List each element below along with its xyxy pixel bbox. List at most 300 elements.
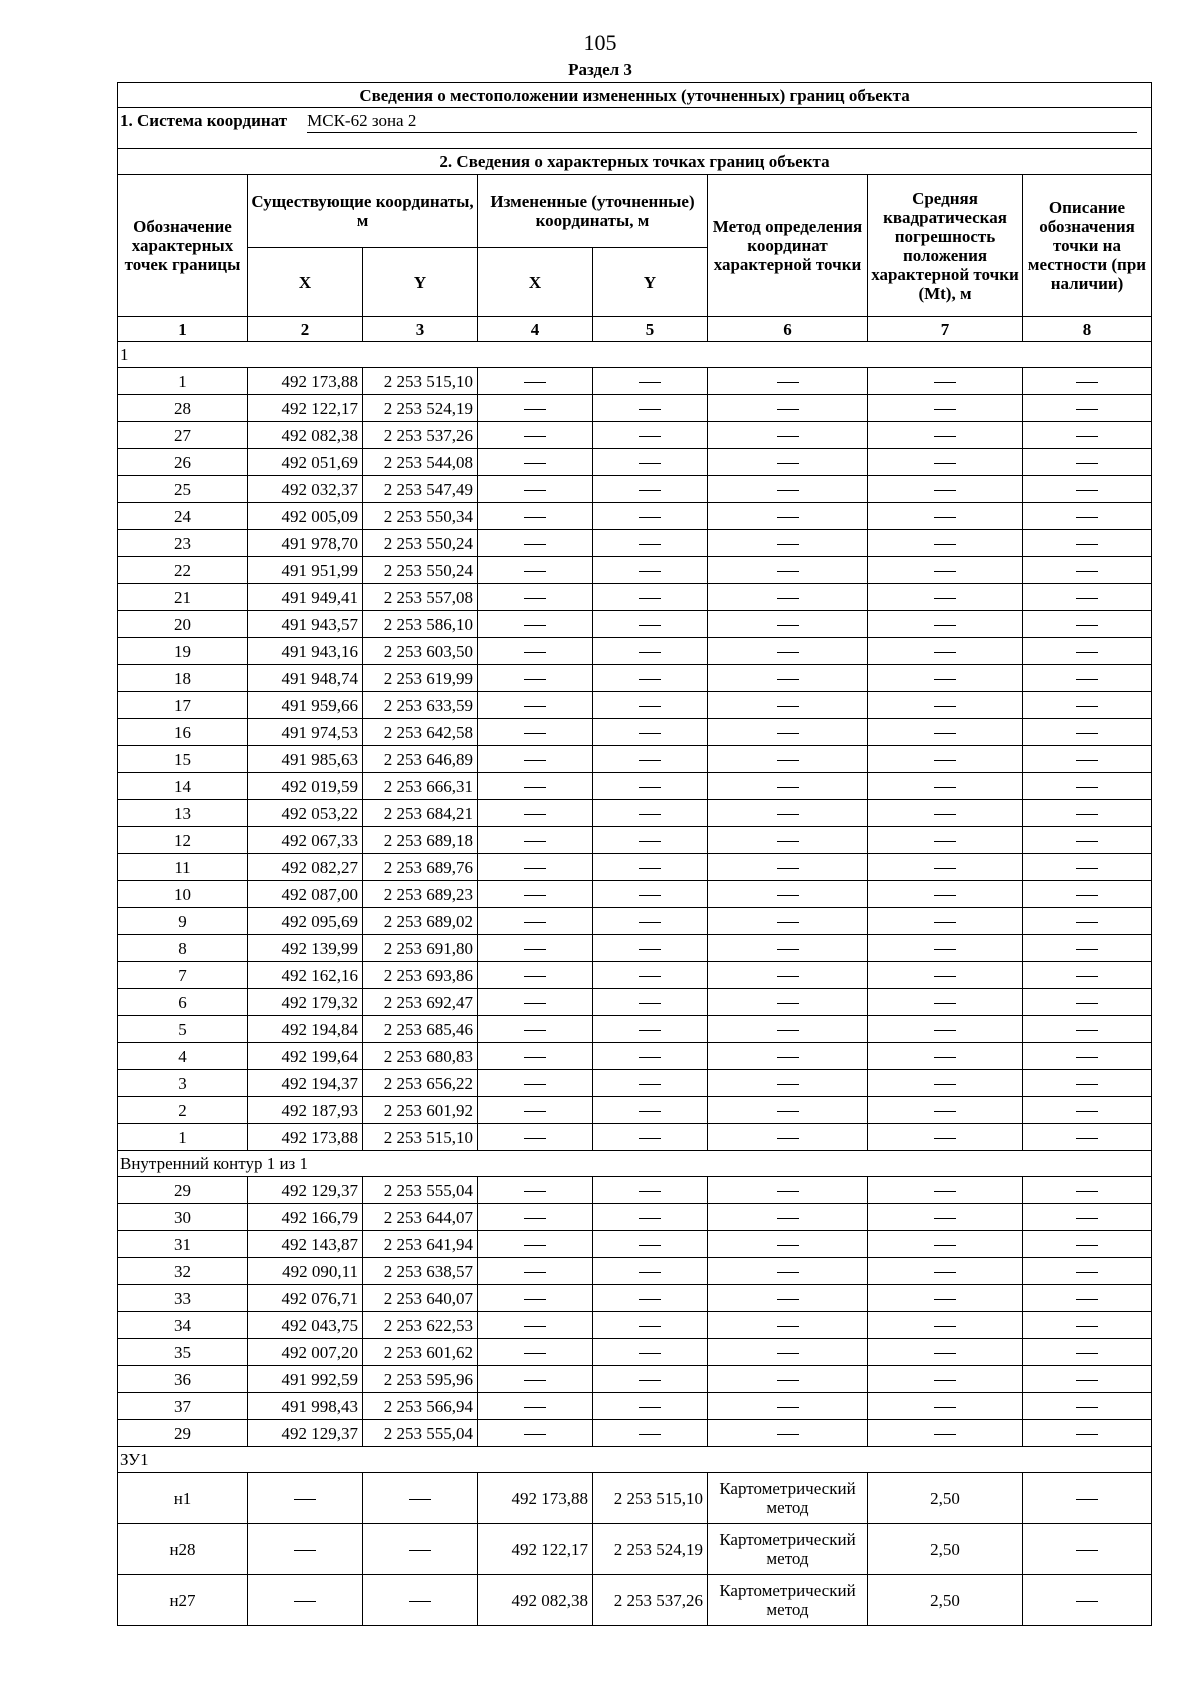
empty-cell — [478, 1258, 593, 1285]
dash-mark — [1076, 706, 1098, 707]
dash-mark — [1076, 1003, 1098, 1004]
dash-mark — [777, 868, 799, 869]
dash-mark — [777, 652, 799, 653]
existing-y: 2 253 619,99 — [363, 665, 478, 692]
dash-mark — [934, 1272, 956, 1273]
empty-cell — [708, 854, 868, 881]
empty-cell — [868, 692, 1023, 719]
existing-y: 2 253 601,62 — [363, 1339, 478, 1366]
empty-cell — [1023, 1258, 1152, 1285]
empty-cell — [593, 584, 708, 611]
dash-mark — [639, 652, 661, 653]
empty-cell — [1023, 422, 1152, 449]
header-changed-y: Y — [593, 248, 708, 317]
empty-cell — [478, 368, 593, 395]
points-section-title: 2. Сведения о характерных точках границ объекта — [118, 149, 1152, 175]
dash-mark — [934, 1380, 956, 1381]
dash-mark — [777, 1272, 799, 1273]
dash-mark — [294, 1601, 316, 1602]
empty-cell — [478, 935, 593, 962]
existing-y: 2 253 601,92 — [363, 1097, 478, 1124]
existing-y: 2 253 689,18 — [363, 827, 478, 854]
empty-cell — [478, 1097, 593, 1124]
point-designation: 26 — [118, 449, 248, 476]
point-designation: н27 — [118, 1575, 248, 1626]
existing-y: 2 253 550,24 — [363, 557, 478, 584]
point-designation: 8 — [118, 935, 248, 962]
empty-cell — [1023, 1124, 1152, 1151]
empty-cell — [1023, 395, 1152, 422]
existing-y: 2 253 689,23 — [363, 881, 478, 908]
dash-mark — [639, 976, 661, 977]
dash-mark — [934, 1353, 956, 1354]
dash-mark — [934, 544, 956, 545]
column-number: 4 — [478, 317, 593, 342]
existing-y: 2 253 515,10 — [363, 368, 478, 395]
empty-cell — [868, 962, 1023, 989]
dash-mark — [524, 1434, 546, 1435]
column-number: 6 — [708, 317, 868, 342]
existing-x: 492 095,69 — [248, 908, 363, 935]
dash-mark — [524, 787, 546, 788]
empty-cell — [708, 449, 868, 476]
existing-y: 2 253 685,46 — [363, 1016, 478, 1043]
empty-cell — [1023, 449, 1152, 476]
dash-mark — [524, 1111, 546, 1112]
empty-cell — [708, 557, 868, 584]
table-row — [118, 1312, 1152, 1339]
dash-mark — [639, 571, 661, 572]
existing-x: 492 051,69 — [248, 449, 363, 476]
dash-mark — [1076, 949, 1098, 950]
point-designation: 1 — [118, 368, 248, 395]
empty-cell — [478, 557, 593, 584]
point-designation: 29 — [118, 1177, 248, 1204]
empty-cell — [478, 395, 593, 422]
empty-cell — [708, 719, 868, 746]
empty-cell — [1023, 1097, 1152, 1124]
table-row — [118, 1339, 1152, 1366]
existing-y: 2 253 693,86 — [363, 962, 478, 989]
mean-error: 2,50 — [868, 1524, 1023, 1575]
empty-cell — [1023, 719, 1152, 746]
empty-cell — [478, 989, 593, 1016]
dash-mark — [1076, 517, 1098, 518]
point-designation: н1 — [118, 1473, 248, 1524]
empty-cell — [593, 1231, 708, 1258]
dash-mark — [1076, 787, 1098, 788]
dash-mark — [934, 382, 956, 383]
existing-x: 492 053,22 — [248, 800, 363, 827]
table-row — [118, 476, 1152, 503]
dash-mark — [639, 679, 661, 680]
empty-cell — [708, 827, 868, 854]
existing-x: 491 992,59 — [248, 1366, 363, 1393]
empty-cell — [868, 638, 1023, 665]
empty-cell — [593, 692, 708, 719]
empty-cell — [1023, 908, 1152, 935]
dash-mark — [524, 1218, 546, 1219]
empty-cell — [478, 719, 593, 746]
empty-cell — [593, 368, 708, 395]
dash-mark — [777, 1380, 799, 1381]
empty-cell — [708, 584, 868, 611]
dash-mark — [1076, 1191, 1098, 1192]
dash-mark — [524, 409, 546, 410]
existing-y: 2 253 537,26 — [363, 422, 478, 449]
dash-mark — [777, 1138, 799, 1139]
table-row — [118, 719, 1152, 746]
empty-cell — [478, 962, 593, 989]
empty-cell — [593, 773, 708, 800]
existing-y: 2 253 566,94 — [363, 1393, 478, 1420]
dash-mark — [1076, 1550, 1098, 1551]
empty-cell — [1023, 368, 1152, 395]
point-designation: 20 — [118, 611, 248, 638]
empty-cell — [868, 530, 1023, 557]
point-designation: 13 — [118, 800, 248, 827]
point-designation: 28 — [118, 395, 248, 422]
dash-mark — [1076, 463, 1098, 464]
coordinate-system-label: 1. Система координат — [120, 111, 288, 130]
empty-cell — [868, 1016, 1023, 1043]
existing-x: 492 194,84 — [248, 1016, 363, 1043]
existing-y: 2 253 644,07 — [363, 1204, 478, 1231]
dash-mark — [639, 1030, 661, 1031]
dash-mark — [639, 733, 661, 734]
empty-cell — [868, 1097, 1023, 1124]
existing-x: 491 948,74 — [248, 665, 363, 692]
dash-mark — [934, 409, 956, 410]
table-row — [118, 1231, 1152, 1258]
dash-mark — [934, 1084, 956, 1085]
dash-mark — [934, 1191, 956, 1192]
empty-cell — [593, 989, 708, 1016]
method: Картометрический метод — [708, 1524, 868, 1575]
contour-group-row — [118, 1447, 1152, 1473]
dash-mark — [777, 1245, 799, 1246]
empty-cell — [868, 1043, 1023, 1070]
empty-cell — [868, 1339, 1023, 1366]
existing-x: 492 166,79 — [248, 1204, 363, 1231]
dash-mark — [777, 1084, 799, 1085]
dash-mark — [524, 1407, 546, 1408]
dash-mark — [1076, 1030, 1098, 1031]
existing-x: 491 974,53 — [248, 719, 363, 746]
dash-mark — [524, 1057, 546, 1058]
table-row — [118, 368, 1152, 395]
empty-cell — [868, 395, 1023, 422]
dash-mark — [777, 544, 799, 545]
dash-mark — [1076, 1407, 1098, 1408]
dash-mark — [777, 1299, 799, 1300]
dash-mark — [777, 1191, 799, 1192]
empty-cell — [1023, 557, 1152, 584]
empty-cell — [1023, 881, 1152, 908]
changed-y: 2 253 537,26 — [593, 1575, 708, 1626]
dash-mark — [777, 895, 799, 896]
dash-mark — [934, 706, 956, 707]
empty-cell — [1023, 638, 1152, 665]
contour-label: Внутренний контур 1 из 1 — [118, 1151, 1152, 1177]
empty-cell — [593, 638, 708, 665]
empty-cell — [478, 1016, 593, 1043]
existing-x: 491 978,70 — [248, 530, 363, 557]
empty-cell — [708, 1231, 868, 1258]
dash-mark — [777, 598, 799, 599]
existing-x: 492 076,71 — [248, 1285, 363, 1312]
empty-cell — [868, 1285, 1023, 1312]
empty-cell — [868, 584, 1023, 611]
existing-y: 2 253 595,96 — [363, 1366, 478, 1393]
empty-cell — [1023, 773, 1152, 800]
table-row — [118, 800, 1152, 827]
existing-y: 2 253 689,76 — [363, 854, 478, 881]
dash-mark — [639, 814, 661, 815]
empty-cell — [478, 1312, 593, 1339]
dash-mark — [1076, 733, 1098, 734]
dash-mark — [639, 1407, 661, 1408]
empty-cell — [478, 881, 593, 908]
point-designation: 19 — [118, 638, 248, 665]
dash-mark — [524, 436, 546, 437]
existing-y: 2 253 622,53 — [363, 1312, 478, 1339]
dash-mark — [934, 1003, 956, 1004]
dash-mark — [934, 841, 956, 842]
dash-mark — [1076, 1434, 1098, 1435]
dash-mark — [639, 1003, 661, 1004]
dash-mark — [777, 1057, 799, 1058]
existing-y: 2 253 640,07 — [363, 1285, 478, 1312]
existing-y: 2 253 515,10 — [363, 1124, 478, 1151]
table-row — [118, 962, 1152, 989]
dash-mark — [1076, 1084, 1098, 1085]
point-designation: 2 — [118, 1097, 248, 1124]
changed-y: 2 253 524,19 — [593, 1524, 708, 1575]
dash-mark — [934, 517, 956, 518]
existing-x: 492 043,75 — [248, 1312, 363, 1339]
dash-mark — [524, 1003, 546, 1004]
dash-mark — [934, 1138, 956, 1139]
empty-cell — [1023, 1366, 1152, 1393]
empty-cell — [868, 1177, 1023, 1204]
existing-y: 2 253 550,24 — [363, 530, 478, 557]
table-row — [118, 692, 1152, 719]
dash-mark — [934, 1030, 956, 1031]
dash-mark — [777, 1407, 799, 1408]
empty-cell — [593, 1204, 708, 1231]
header-method: Метод определения координат характерной точки — [708, 175, 868, 317]
existing-x: 492 139,99 — [248, 935, 363, 962]
table-row — [118, 530, 1152, 557]
point-designation: 10 — [118, 881, 248, 908]
point-designation: 6 — [118, 989, 248, 1016]
empty-cell — [593, 1285, 708, 1312]
empty-cell — [1023, 800, 1152, 827]
empty-cell — [708, 395, 868, 422]
empty-cell — [593, 665, 708, 692]
table-row — [118, 503, 1152, 530]
empty-cell — [593, 962, 708, 989]
empty-cell — [363, 1524, 478, 1575]
point-designation: 15 — [118, 746, 248, 773]
empty-cell — [1023, 1231, 1152, 1258]
table-row — [118, 1177, 1152, 1204]
empty-cell — [593, 1124, 708, 1151]
dash-mark — [1076, 841, 1098, 842]
dash-mark — [934, 814, 956, 815]
dash-mark — [777, 1030, 799, 1031]
empty-cell — [868, 1070, 1023, 1097]
existing-x: 491 943,16 — [248, 638, 363, 665]
existing-y: 2 253 656,22 — [363, 1070, 478, 1097]
empty-cell — [593, 1312, 708, 1339]
existing-y: 2 253 555,04 — [363, 1420, 478, 1447]
dash-mark — [934, 436, 956, 437]
empty-cell — [708, 773, 868, 800]
point-designation: 18 — [118, 665, 248, 692]
table-row — [118, 1366, 1152, 1393]
point-designation: 22 — [118, 557, 248, 584]
dash-mark — [524, 1030, 546, 1031]
dash-mark — [1076, 895, 1098, 896]
dash-mark — [777, 922, 799, 923]
dash-mark — [934, 760, 956, 761]
empty-cell — [593, 827, 708, 854]
existing-x: 492 122,17 — [248, 395, 363, 422]
dash-mark — [777, 949, 799, 950]
dash-mark — [934, 652, 956, 653]
table-row — [118, 854, 1152, 881]
existing-x: 492 143,87 — [248, 1231, 363, 1258]
header-existing-y: Y — [363, 248, 478, 317]
empty-cell — [478, 1339, 593, 1366]
empty-cell — [363, 1575, 478, 1626]
existing-x: 491 985,63 — [248, 746, 363, 773]
dash-mark — [639, 1084, 661, 1085]
table-row — [118, 665, 1152, 692]
dash-mark — [524, 544, 546, 545]
empty-cell — [593, 449, 708, 476]
empty-cell — [593, 800, 708, 827]
point-designation: 11 — [118, 854, 248, 881]
empty-cell — [593, 557, 708, 584]
dash-mark — [639, 706, 661, 707]
empty-cell — [868, 719, 1023, 746]
empty-cell — [1023, 611, 1152, 638]
point-designation: 16 — [118, 719, 248, 746]
empty-cell — [593, 1070, 708, 1097]
existing-x: 492 129,37 — [248, 1177, 363, 1204]
method: Картометрический метод — [708, 1575, 868, 1626]
dash-mark — [777, 760, 799, 761]
dash-mark — [934, 922, 956, 923]
existing-x: 492 082,27 — [248, 854, 363, 881]
header-point-designation: Обозначение характерных точек границы — [118, 175, 248, 317]
dash-mark — [524, 1084, 546, 1085]
empty-cell — [868, 1204, 1023, 1231]
empty-cell — [478, 1177, 593, 1204]
point-designation: 12 — [118, 827, 248, 854]
empty-cell — [1023, 1575, 1152, 1626]
empty-cell — [868, 422, 1023, 449]
header-changed-coordinates: Измененные (уточненные) координаты, м — [478, 175, 708, 248]
existing-y: 2 253 684,21 — [363, 800, 478, 827]
empty-cell — [593, 1393, 708, 1420]
table-row — [118, 1070, 1152, 1097]
empty-cell — [708, 962, 868, 989]
point-designation: 21 — [118, 584, 248, 611]
empty-cell — [478, 773, 593, 800]
point-designation: 3 — [118, 1070, 248, 1097]
empty-cell — [708, 368, 868, 395]
empty-cell — [1023, 476, 1152, 503]
dash-mark — [524, 733, 546, 734]
empty-cell — [868, 1366, 1023, 1393]
existing-y: 2 253 638,57 — [363, 1258, 478, 1285]
existing-y: 2 253 544,08 — [363, 449, 478, 476]
empty-cell — [708, 1070, 868, 1097]
empty-cell — [708, 881, 868, 908]
table-row — [118, 557, 1152, 584]
dash-mark — [524, 490, 546, 491]
empty-cell — [1023, 1016, 1152, 1043]
existing-y: 2 253 642,58 — [363, 719, 478, 746]
dash-mark — [934, 949, 956, 950]
contour-label: ЗУ1 — [118, 1447, 1152, 1473]
dash-mark — [777, 733, 799, 734]
dash-mark — [524, 679, 546, 680]
dash-mark — [524, 652, 546, 653]
contour-label: 1 — [118, 342, 1152, 368]
column-number: 5 — [593, 317, 708, 342]
dash-mark — [934, 490, 956, 491]
dash-mark — [777, 841, 799, 842]
dash-mark — [639, 922, 661, 923]
empty-cell — [868, 1312, 1023, 1339]
dash-mark — [777, 436, 799, 437]
dash-mark — [777, 1434, 799, 1435]
dash-mark — [524, 895, 546, 896]
existing-y: 2 253 666,31 — [363, 773, 478, 800]
existing-x: 492 090,11 — [248, 1258, 363, 1285]
dash-mark — [524, 706, 546, 707]
dash-mark — [639, 517, 661, 518]
empty-cell — [708, 1124, 868, 1151]
existing-y: 2 253 692,47 — [363, 989, 478, 1016]
dash-mark — [934, 1407, 956, 1408]
dash-mark — [639, 895, 661, 896]
point-designation: 36 — [118, 1366, 248, 1393]
table-row — [118, 1016, 1152, 1043]
table-title: Сведения о местоположении измененных (уточненных) границ объекта — [118, 83, 1152, 108]
changed-x: 492 082,38 — [478, 1575, 593, 1626]
dash-mark — [639, 1353, 661, 1354]
dash-mark — [1076, 922, 1098, 923]
dash-mark — [1076, 1272, 1098, 1273]
table-row — [118, 1473, 1152, 1524]
dash-mark — [777, 1353, 799, 1354]
existing-y: 2 253 603,50 — [363, 638, 478, 665]
empty-cell — [593, 1339, 708, 1366]
existing-x: 491 998,43 — [248, 1393, 363, 1420]
existing-x: 492 179,32 — [248, 989, 363, 1016]
existing-x: 492 199,64 — [248, 1043, 363, 1070]
dash-mark — [1076, 814, 1098, 815]
point-designation: 35 — [118, 1339, 248, 1366]
point-designation: 25 — [118, 476, 248, 503]
dash-mark — [524, 841, 546, 842]
